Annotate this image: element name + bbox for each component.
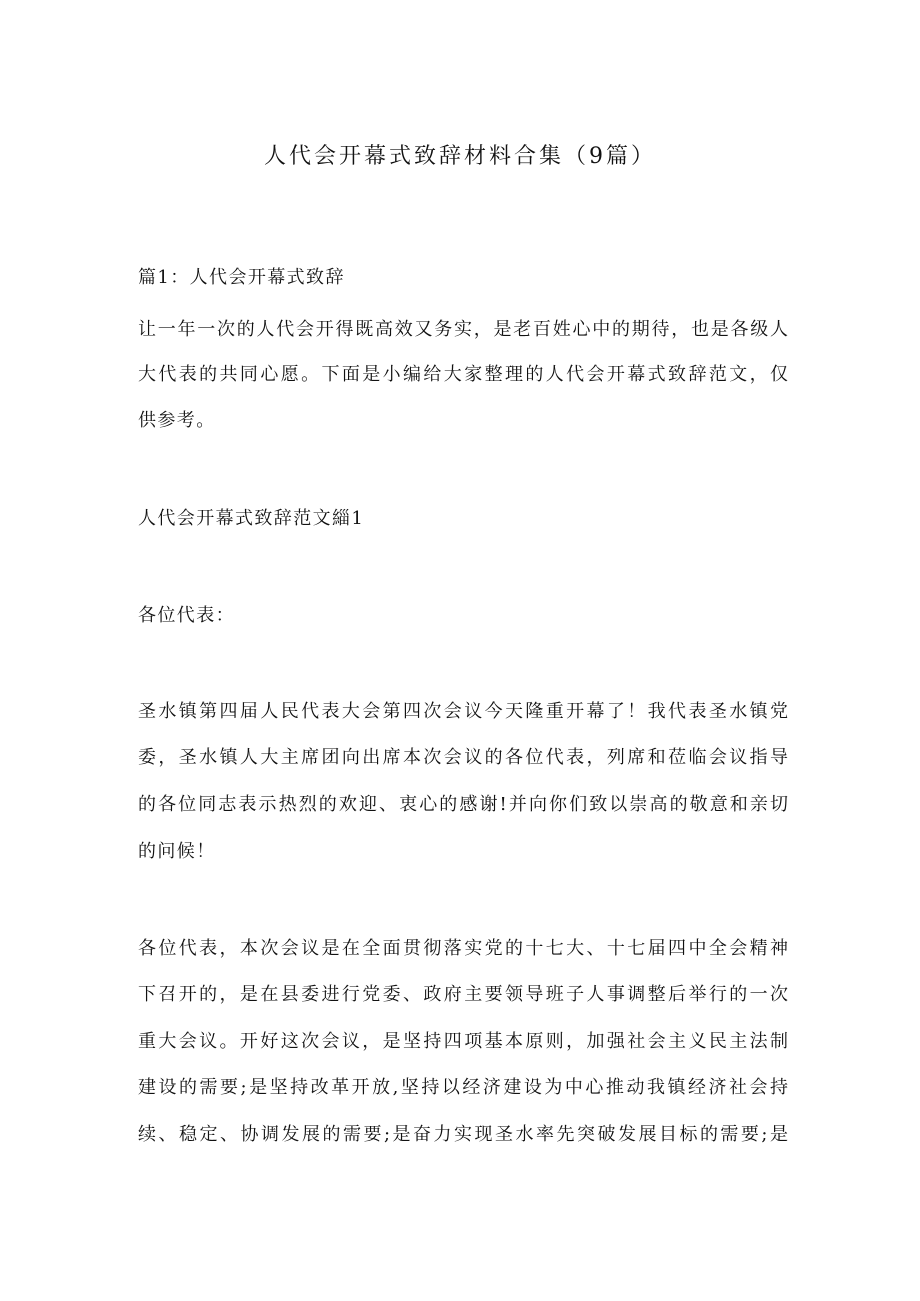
salutation: 各位代表： — [138, 605, 235, 626]
intro-line: 大代表的共同心愿。下面是小编给大家整理的人代会开幕式致辞范文，仅 — [138, 364, 788, 385]
sample-heading: 人代会开幕式致辞范文緇1 — [138, 508, 365, 529]
paragraph-line: 重大会议。开好这次会议，是坚持四项基本原则，加强社会主义民主法制 — [138, 1031, 788, 1052]
paragraph-line: 圣水镇第四届人民代表大会第四次会议今天隆重开幕了！我代表圣水镇党 — [138, 701, 788, 722]
intro-line: 供参考。 — [138, 410, 216, 431]
paragraph-line: 建设的需要;是坚持改革开放,坚持以经济建设为中心推动我镇经济社会持 — [138, 1077, 788, 1098]
paragraph-line: 续、稳定、协调发展的需要;是奋力实现圣水率先突破发展目标的需要;是 — [138, 1124, 788, 1145]
document-title: 人代会开幕式致辞材料合集（9篇） — [264, 144, 656, 169]
paragraph-line: 委，圣水镇人大主席团向出席本次会议的各位代表，列席和莅临会议指导 — [138, 747, 788, 768]
section-heading: 篇1：人代会开幕式致辞 — [138, 267, 345, 288]
paragraph-line: 的各位同志表示热烈的欢迎、衷心的感谢!并向你们致以崇高的敬意和亲切 — [138, 794, 788, 815]
intro-line: 让一年一次的人代会开得既高效又务实，是老百姓心中的期待，也是各级人 — [138, 319, 788, 340]
paragraph-line: 的问候！ — [138, 841, 216, 862]
paragraph-line: 各位代表，本次会议是在全面贯彻落实党的十七大、十七届四中全会精神 — [138, 938, 788, 959]
paragraph-line: 下召开的，是在县委进行党委、政府主要领导班子人事调整后举行的一次 — [138, 984, 788, 1005]
